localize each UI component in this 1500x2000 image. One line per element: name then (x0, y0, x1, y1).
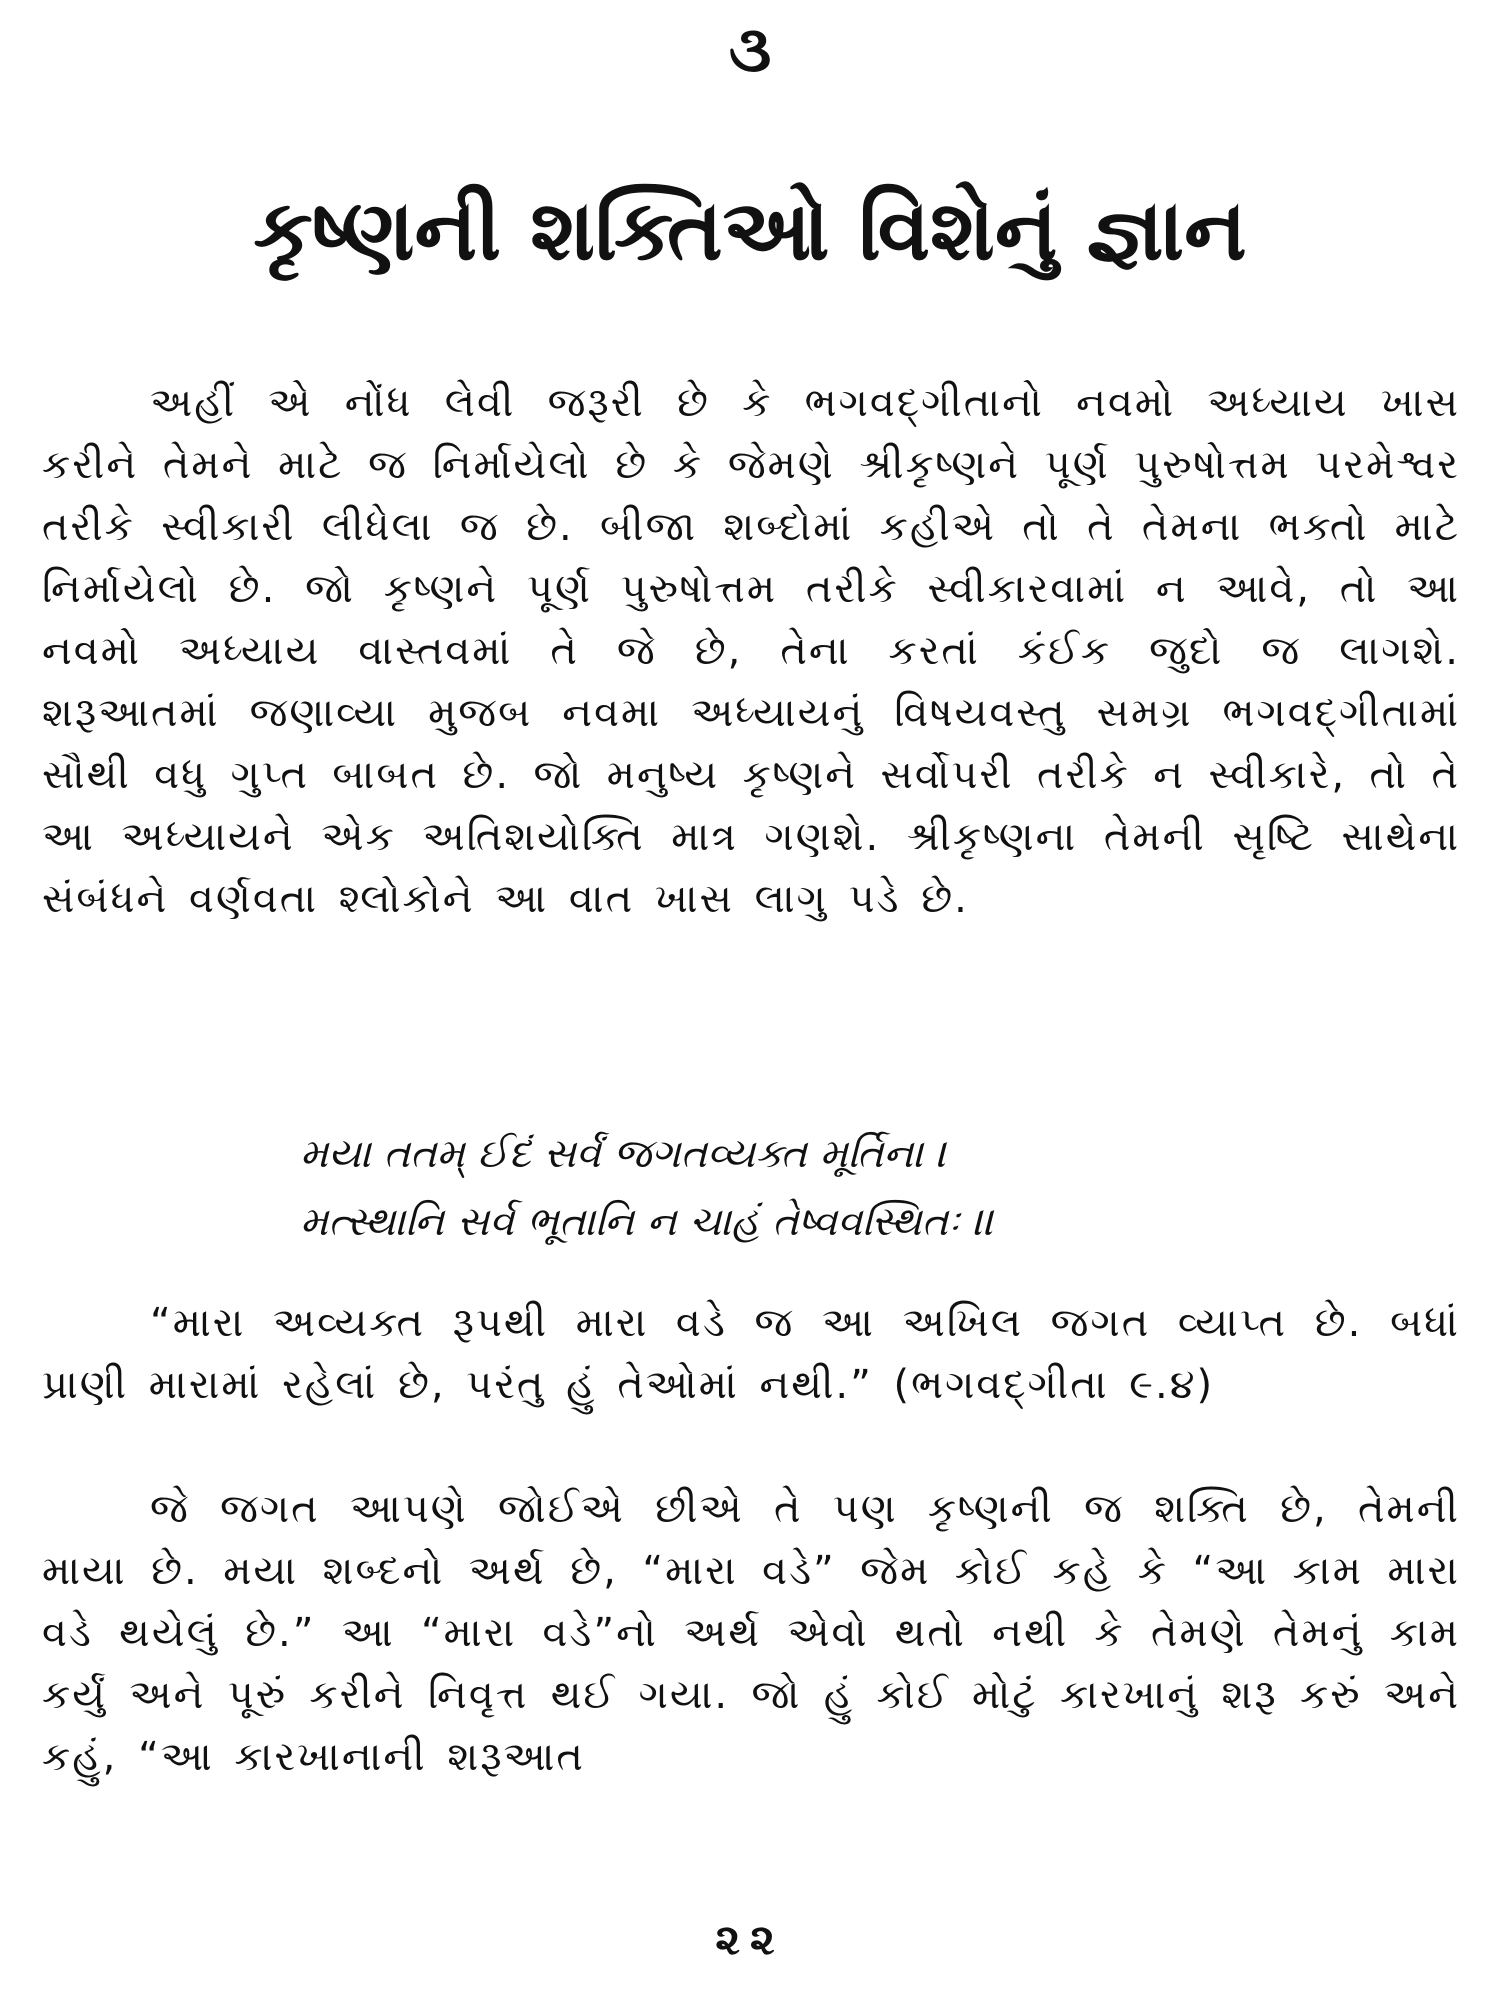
paragraph-intro: અહીં એ નોંધ લેવી જરૂરી છે કે ભગવદ્‌ગીતાનો નવમો અધ્યાય ખાસ કરીને તેમને માટે જ નિર્માયેલો છે કે જેમણે શ્રીકૃષ્ણને પૂર્ણ પુરુષોત્તમ પરમેશ્વર તરીકે સ્વીકારી લીધેલા જ છે. બીજા શબ્દોમાં કહીએ તો તે તેમના ભક્તો માટે નિર્માયેલો છે. જો કૃષ્ણને પૂર્ણ પુરુષોત્તમ તરીકે સ્વીકારવામાં ન આવે, તો આ નવમો અધ્યાય વાસ્તવમાં તે જે છે, તેના કરતાં કંઈક જુદો જ લાગશે. શરૂઆતમાં જણાવ્યા મુજબ નવમા અધ્યાયનું વિષયવસ્તુ સમગ્ર ભગવદ્‌ગીતામાં સૌથી વધુ ગુપ્ત બાબત છે. જો મનુષ્ય કૃષ્ણને સર્વોપરી તરીકે ન સ્વીકારે, તો તે આ અધ્યાયને એક અતિશયોક્તિ માત્ર ગણશે. શ્રીકૃષ્ણના તેમની સૃષ્ટિ સાથેના સંબંધને વર્ણવતા શ્લોકોને આ વાત ખાસ લાગુ પડે છે. (42, 380, 1460, 922)
page-number: ૨૨ (715, 1915, 785, 1964)
verse-line-2: મત્સ્થાનિ સર્વ ભૂતાનિ ન ચાહં તેષ્વવસ્થિતઃ ।। (300, 1199, 994, 1245)
verse-line-1: મયા તતમ્ ઈદં સર્વં જગતવ્યક્ત મૂર્તિના । (300, 1131, 947, 1177)
sanskrit-verse (300, 1120, 1300, 1256)
chapter-number: ૩ (728, 13, 772, 87)
paragraph-verse-translation: “મારા અવ્યક્ત રૂપથી મારા વડે જ આ અખિલ જગત વ્યાપ્ત છે. બધાં પ્રાણી મારામાં રહેલાં છે, પરંતુ હું તેઓમાં નથી.” (ભગવદ્‌ગીતા ૯.૪) (42, 1300, 1460, 1408)
paragraph-explanation: જે જગત આપણે જોઈએ છીએ તે પણ કૃષ્ણની જ શક્તિ છે, તેમની માયા છે. મયા શબ્દનો અર્થ છે, “મારા વડે” જેમ કોઈ કહે કે “આ કામ મારા વડે થયેલું છે.” આ “મારા વડે”નો અર્થ એવો થતો નથી કે તેમણે તેમનું કામ કર્યું અને પૂરું કરીને નિવૃત્ત થઈ ગયા. જો હું કોઈ મોટું કારખાનું શરૂ કરું અને કહું, “આ કારખાનાની શરૂઆત (42, 1486, 1460, 1780)
chapter-title: કૃષ્ણની શક્તિઓ વિશેનું જ્ઞાન (253, 181, 1247, 279)
